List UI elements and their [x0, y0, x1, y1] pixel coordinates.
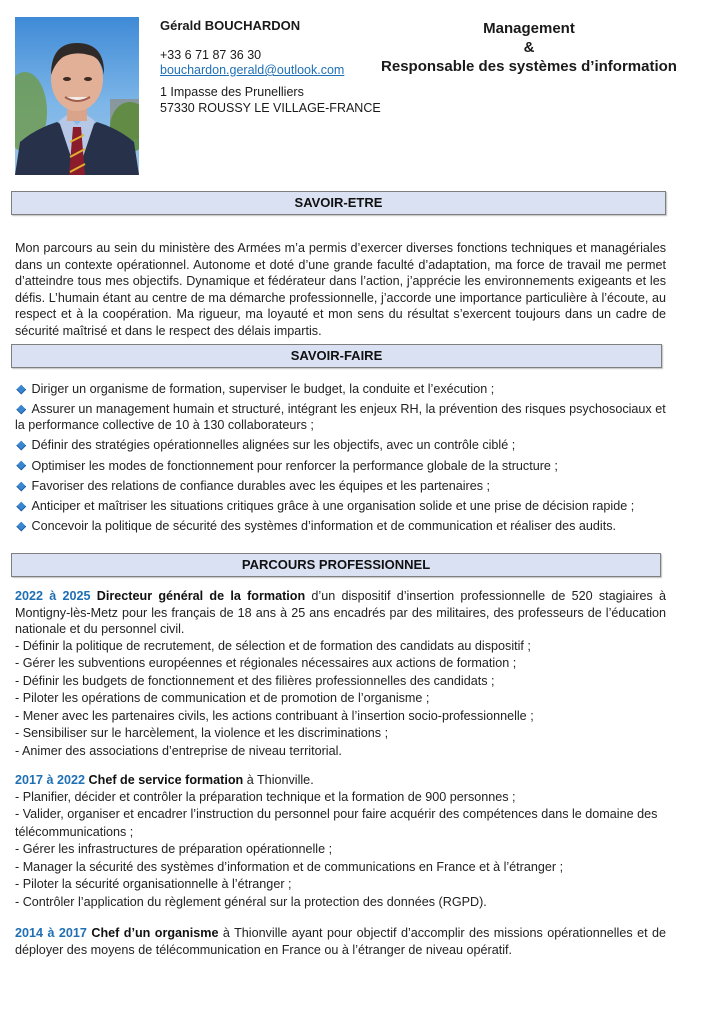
job-intro — [15, 588, 666, 638]
job-intro — [15, 772, 666, 789]
job-intro — [15, 925, 666, 958]
job-entry-2022-2025 — [15, 588, 666, 761]
job-task: - Piloter la sécurité organisationnelle à l’étranger ; — [15, 877, 292, 892]
job-role: Directeur général de la formation — [96, 589, 306, 603]
job-task: - Sensibiliser sur le harcèlement, la violence et les discriminations ; — [15, 726, 389, 741]
job-role: Chef de service formation — [88, 773, 244, 787]
job-task-list — [15, 789, 666, 912]
section-header-savoir-etre: SAVOIR-ETRE — [11, 191, 666, 215]
savoir-etre-text: Mon parcours au sein du ministère des Armées m’a permis d’exercer diverses fonctions techniques et managériales dans un contexte opérationnel. Autonome et doté d’une grande faculté d’adaptation, ma force de travail me permet d’atteindre tous mes objectifs. Dynamique et fédérateur dans l’action, j’apprécie les environnements exigeants et les défis. L’humain étant au centre de ma démarche professionnelle, j’accorde une importance particulière à l’écoute, au respect et à la coopération. Ma rigueur, ma loyauté et mon sens du résultat s’exercent toujours dans un cadre de sécurité maîtrisé et dans le respect des délais impartis. — [15, 241, 666, 338]
job-years: 2017 à 2022 — [15, 773, 86, 787]
section-header-parcours: PARCOURS PROFESSIONNEL — [11, 553, 661, 577]
person-portrait-icon — [15, 17, 139, 175]
profile-photo — [15, 17, 139, 175]
section-header-savoir-faire: SAVOIR-FAIRE — [11, 344, 662, 368]
job-task: - Piloter les opérations de communication et de promotion de l’organisme ; — [15, 691, 430, 706]
job-task: - Valider, organiser et encadrer l’instruction du personnel pour faire acquérir des compétences dans le domaine des télécommunications ; — [15, 807, 658, 839]
phone-number: +33 6 71 87 36 30 — [160, 48, 262, 62]
job-task: - Animer des associations d’entreprise de niveau territorial. — [15, 744, 342, 759]
diamond-bullet-icon — [17, 385, 26, 394]
job-entry-2014-2017 — [15, 925, 666, 958]
candidate-name: Gérald BOUCHARDON — [160, 18, 301, 33]
list-item: Définir des stratégies opérationnelles alignées sur les objectifs, avec un contrôle ciblé ; — [15, 437, 675, 453]
job-task: - Contrôler l’application du règlement général sur la protection des données (RGPD). — [15, 895, 487, 910]
job-description: à Thionville ayant pour objectif d’accomplir des missions opérationnelles et de déployer des moyens de télécommunication en France ou à l’étranger de niveau opératif. — [15, 926, 667, 957]
job-task: - Gérer les infrastructures de préparation opérationnelle ; — [15, 842, 333, 857]
job-task: - Définir la politique de recrutement, de sélection et de formation des candidats au dispositif ; — [15, 638, 531, 653]
diamond-bullet-icon — [17, 502, 26, 511]
email-link[interactable]: bouchardon.gerald@outlook.com — [160, 63, 345, 77]
diamond-bullet-icon — [17, 481, 26, 490]
job-years: 2014 à 2017 — [15, 926, 87, 940]
list-item: Optimiser les modes de fonctionnement pour renforcer la performance globale de la structure ; — [15, 458, 675, 474]
address-line-1: 1 Impasse des Prunelliers — [160, 85, 304, 99]
job-entry-2017-2022 — [15, 772, 666, 912]
job-title-ampersand: & — [523, 39, 535, 56]
job-task: - Manager la sécurité des systèmes d’information et de communications en France et à l’étranger ; — [15, 859, 564, 874]
job-title-line-3: Responsable des systèmes d’information — [381, 58, 677, 75]
diamond-bullet-icon — [17, 441, 26, 450]
job-task: - Planifier, décider et contrôler la préparation technique et la formation de 900 personnes ; — [15, 789, 516, 804]
list-item: Favoriser des relations de confiance durables avec les équipes et les partenaires ; — [15, 478, 675, 494]
job-task-list — [15, 638, 666, 761]
job-task: - Définir les budgets de fonctionnement et des filières professionnelles des candidats ; — [15, 673, 495, 688]
list-item: Concevoir la politique de sécurité des systèmes d’information et de communication et réaliser des audits. — [15, 518, 675, 534]
job-role: Chef d’un organisme — [91, 926, 219, 940]
list-item: Diriger un organisme de formation, superviser le budget, la conduite et l’exécution ; — [15, 381, 675, 397]
diamond-bullet-icon — [17, 405, 26, 414]
job-task: - Mener avec les partenaires civils, les actions contribuant à l’insertion socio-professionnelle ; — [15, 708, 534, 723]
job-description: à Thionville. — [243, 773, 314, 787]
job-title-block — [362, 19, 696, 76]
diamond-bullet-icon — [17, 461, 26, 470]
address-line-2: 57330 ROUSSY LE VILLAGE-FRANCE — [160, 101, 381, 115]
job-description: d’un dispositif d’insertion professionnelle de 520 stagiaires à Montigny-lès-Metz pour les français de 18 ans à 25 ans encadrés par des militaires, des professeurs de l’éducation nationale et du personnel civil. — [15, 589, 666, 636]
job-years: 2022 à 2025 — [15, 589, 91, 603]
job-task: - Gérer les subventions européennes et régionales nécessaires aux actions de formation ; — [15, 656, 517, 671]
list-item: Anticiper et maîtriser les situations critiques grâce à une organisation solide et une prise de décision rapide ; — [15, 498, 675, 514]
list-item: Assurer un management humain et structuré, intégrant les enjeux RH, la prévention des risques psychosociaux et la performance collective de 10 à 130 collaborateurs ; — [15, 402, 666, 433]
savoir-faire-list — [15, 381, 675, 538]
job-title-line-1: Management — [483, 20, 575, 37]
diamond-bullet-icon — [17, 522, 26, 531]
